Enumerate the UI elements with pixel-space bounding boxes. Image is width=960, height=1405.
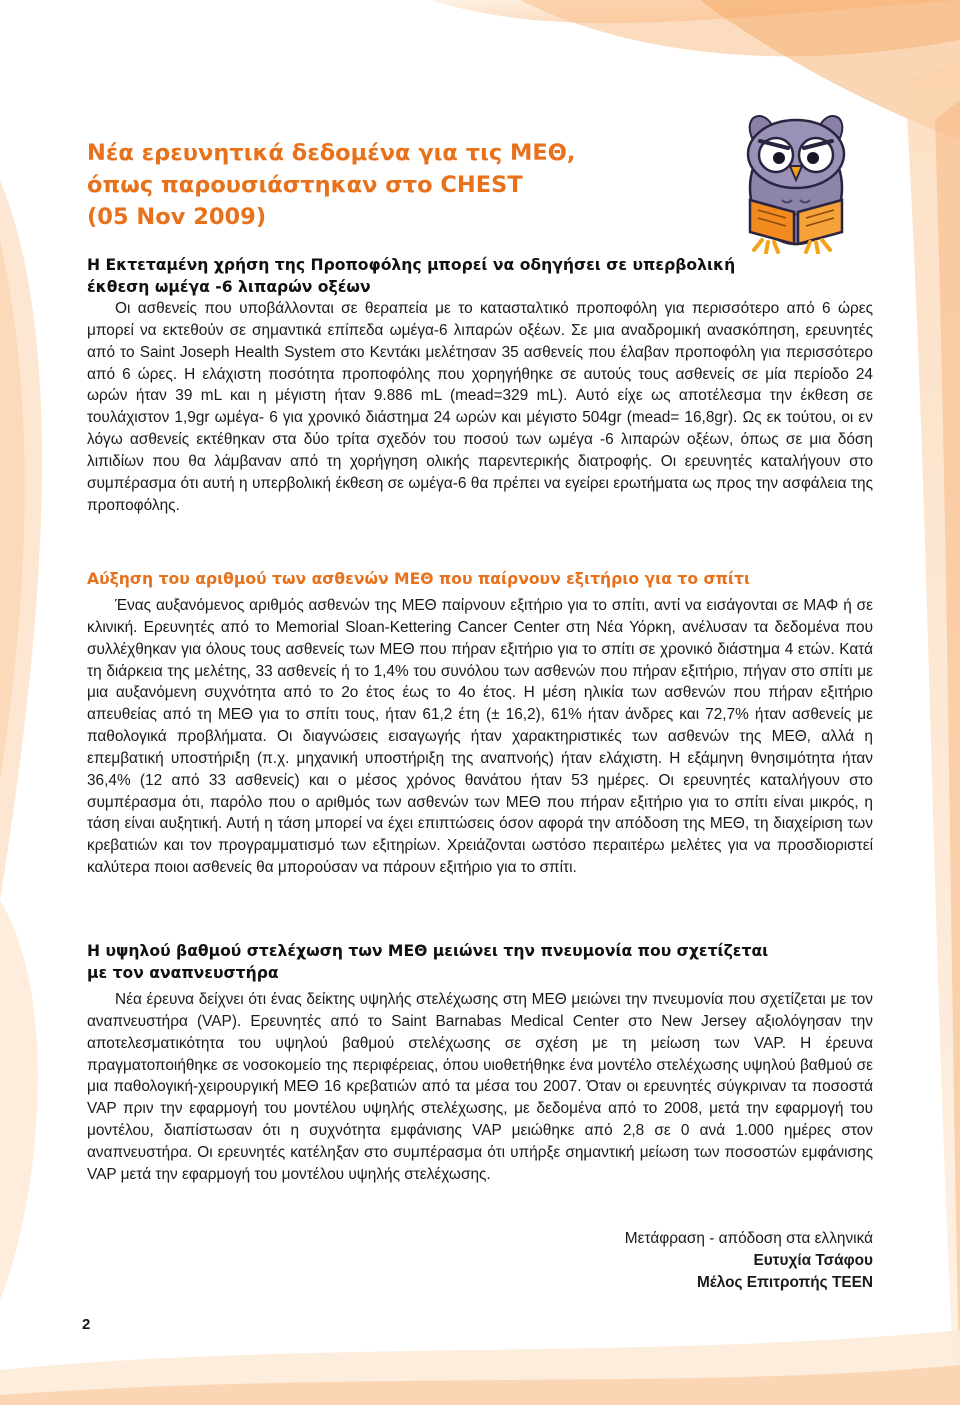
owl-reading-book-icon [722, 108, 870, 254]
section-heading-line-2: με τον αναπνευστήρα [87, 964, 279, 982]
section-heading-line-1: Η υψηλού βαθμού στελέχωση των ΜΕΘ μειώνει την πνευμονία που σχετίζεται [87, 942, 769, 960]
section-heading [87, 568, 873, 590]
section-body: Ένας αυξανόμενος αριθμός ασθενών της ΜΕΘ παίρνουν εξιτήριο για το σπίτι, αντί να εισάγονται σε ΜΑΦ ή σε κλινική. Ερευνητές από το Memorial Sloan-Kettering Cancer Center στη Νέα Υόρκη, ανέλυσαν τα δεδομένα που συλλέχθηκαν για όλους τους ασθενείς των ΜΕΘ που πήραν εξιτήριο για το σπίτι σε χρονικό διάστημα 4 ετών. Κατά τη διάρκεια της μελέτης, 33 ασθενείς ή το 1,4% του συνόλου των ασθενών που πήραν εξιτήριο, πήγαν στο σπίτι με μια αυξανόμενη συχνότητα από το 2ο έτος έως το 4ο έτος. Η μέση ηλικία των ασθενών που πήραν εξιτήριο απευθείας από τη ΜΕΘ για το σπίτι τους, ήταν 61,2 έτη (± 16,2), 61% ήταν άνδρες και 72,7% ήταν ασθενείς με παθολογικά προβλήματα. Οι διαγνώσεις εισαγωγής ήταν χαρακτηριστικές των ασθενών της ΜΕΘ, αλλά η επεμβατική υποστήριξη (π.χ. μηχανική υποστήριξη της αναπνοής) ήταν ελάχιστη. Η εξάμηνη θνησιμότητα ήταν 36,4% (12 από 33 ασθενείς) και ο μέσος χρόνος θανάτου ήταν 53 ημέρες. Οι ερευνητές καταλήγουν στο συμπέρασμα ότι, παρόλο που ο αριθμός των ασθενών των ΜΕΘ που πήραν εξιτήριο για το σπίτι είναι μικρός, η τάση είναι αυξητική. Αυτή η τάση μπορεί να έχει επιπτώσεις όσον αφορά την απόδοση της ΜΕΘ, τη διαχείριση των κρεβατιών και τον προγραμματισμό των εξιτηρίων. Χρειάζονται ωστόσο περαιτέρω μελέτες για να προσδιοριστεί καλύτερα ποιοι ασθενείς θα μπορούσαν να πάρουν εξιτήριο για το σπίτι. [87, 597, 873, 877]
translator-role: Μέλος Επιτροπής ΤΕΕΝ [696, 1274, 873, 1291]
section-body: Οι ασθενείς που υποβάλλονται σε θεραπεία με το κατασταλτικό προποφόλη για περισσότερο από 6 ώρες μπορεί να εκτεθούν σε σημαντικά επίπεδα ωμέγα-6 λιπαρών οξέων. Σε μια αναδρομική ανασκόπηση, ερευνητές από το Saint Joseph Health System στο Κεντάκι μελέτησαν 35 ασθενείς που έλαβαν προποφόλη για περισσότερο από 6 ώρες. Η ελάχιστη ποσότητα προποφόλης που χορηγήθηκε σε αυτούς τους ασθενείς σε μία περίοδο 24 ωρών ήταν 39 mL και η μέγιστη ήταν 9.886 mL (mead=329 mL). Αυτό είχε ως αποτέλεσμα την έκθεση σε τουλάχιστον 1,9gr ωμέγα- 6 για χρονικό διάστημα 24 ωρών και μέγιστο 504gr (mead= 16,8gr). Ως εκ τούτου, οι εν λόγω ασθενείς εκτέθηκαν στα δύο τρίτα σχεδόν του ποσού των ωμέγα -6 λιπαρών οξέων, όπως σε μια δόση λιπιδίων που θα λάμβαναν από τη χορήγηση ολικής παρεντερικής διατροφής. Οι ερευνητές καταλήγουν στο συμπέρασμα ότι αυτή η υπερβολική έκθεση σε ωμέγα-6 θα πρέπει να εγείρει ερωτήματα ως προς την ασφάλεια της προποφόλης. [87, 300, 873, 514]
section-heading-line-1: Η Εκτεταμένη χρήση της Προποφόλης μπορεί να οδηγήσει σε υπερβολική [87, 256, 736, 274]
section-icu-staffing-vap [87, 940, 873, 1186]
page-number: 2 [82, 1316, 91, 1333]
title-line-1: Νέα ερευνητικά δεδομένα για τις ΜΕΘ, [87, 140, 576, 166]
title-line-3: (05 Nov 2009) [87, 204, 267, 230]
translation-credit [625, 1228, 873, 1294]
section-heading-line-2: έκθεση ωμέγα -6 λιπαρών οξέων [87, 278, 371, 296]
title-line-2: όπως παρουσιάστηκαν στο CHEST [87, 172, 523, 198]
section-heading-line-1: Αύξηση του αριθμού των ασθενών ΜΕΘ που παίρνουν εξιτήριο για το σπίτι [87, 570, 751, 588]
section-heading [87, 940, 873, 984]
section-body: Νέα έρευνα δείχνει ότι ένας δείκτης υψηλής στελέχωσης στη ΜΕΘ μειώνει την πνευμονία που σχετίζεται με τον αναπνευστήρα (VAP). Ερευνητές από το Saint Barnabas Medical Center στο New Jersey αξιολόγησαν την αποτελεσματικότητα του υψηλού βαθμού στελέχωσης σε σχέση με τη μείωση των VAP. Η έρευνα πραγματοποιήθηκε σε νοσοκομείο της περιφέρειας, όπου υιοθετήθηκε ένα μοντέλο στελέχωσης υψηλού βαθμού σε μια παθολογική-χειρουργική ΜΕΘ 16 κρεβατιών από τα μέσα του 2007. Όταν οι ερευνητές σύγκριναν τα ποσοστά VAP πριν την εφαρμογή του μοντέλου υψηλής στελέχωσης, με δεδομένα από το 2008, μετά την εφαρμογή του μοντέλου, διαπίστωσαν ότι η συχνότητα εμφάνισης VAP μειώθηκε από 2,8 σε 0 ανά 1.000 ημέρες στον αναπνευστήρα. Οι ερευνητές κατέληξαν στο συμπέρασμα ότι υπήρξε σημαντική μείωση των ποσοστών εμφάνισης VAP μετά την εφαρμογή του μοντέλου υψηλής στελέχωσης. [87, 991, 873, 1183]
article-title [87, 137, 647, 233]
translator-name: Ευτυχία Τσάφου [753, 1252, 873, 1269]
section-heading [87, 254, 873, 298]
section-propofol [87, 254, 873, 516]
credit-line: Μετάφραση - απόδοση στα ελληνικά [624, 1230, 873, 1247]
section-icu-home-discharge [87, 568, 873, 879]
